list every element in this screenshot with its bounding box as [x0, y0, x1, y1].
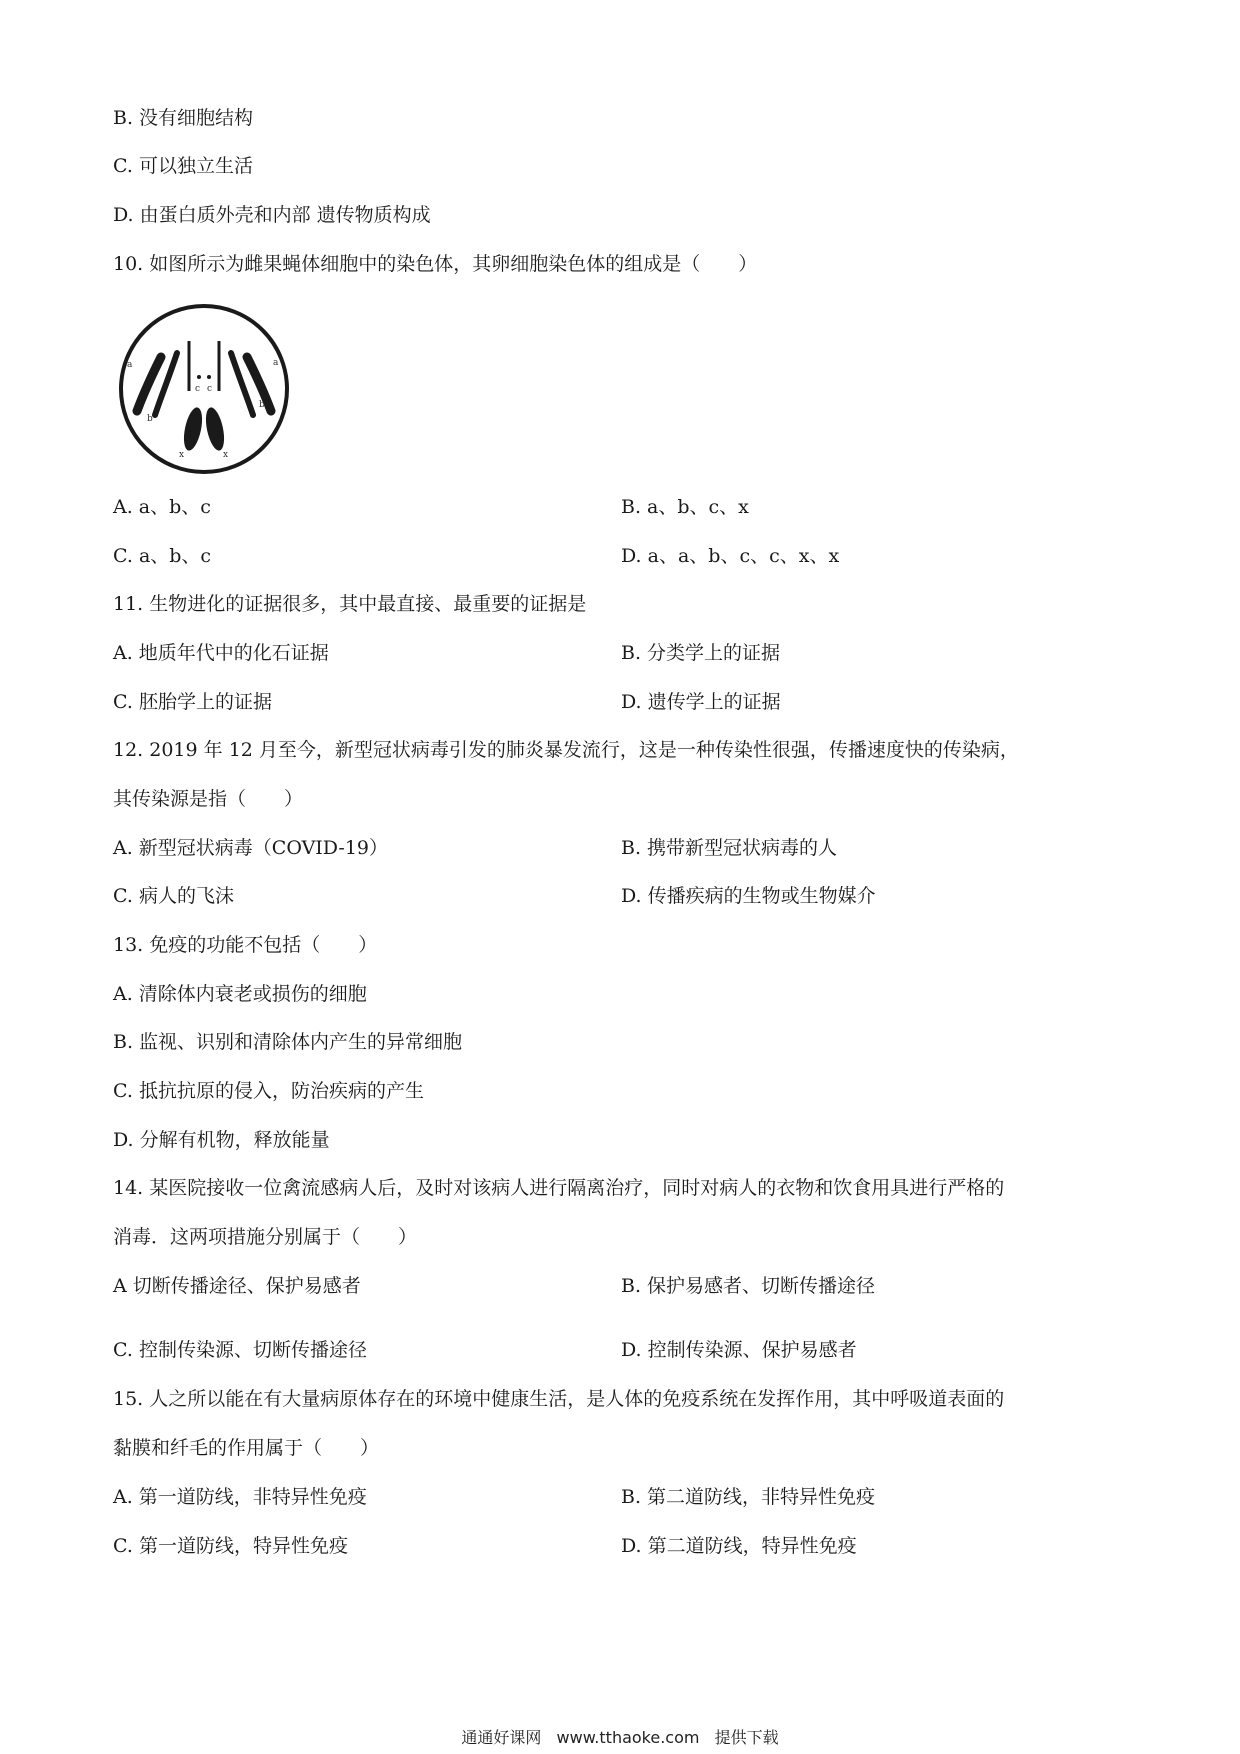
- q10-option-c: C. a、b、c: [113, 545, 212, 567]
- label-c-right: c: [207, 384, 213, 394]
- q10-option-b: B. a、b、c、x: [621, 496, 749, 518]
- chromosome-figure: [113, 303, 295, 475]
- q14-option-a: A 切断传播途径、保护易感者: [113, 1275, 361, 1297]
- q14-stem-line1: 14. 某医院接收一位禽流感病人后，及时对该病人进行隔离治疗，同时对病人的衣物和饮食用具进行严格的: [113, 1177, 1005, 1199]
- q12-option-c: C. 病人的飞沫: [113, 885, 234, 907]
- q15-stem-line2: 黏膜和纤毛的作用属于（ ）: [113, 1437, 380, 1459]
- label-x-left: x: [179, 450, 185, 460]
- q11-option-d: D. 遗传学上的证据: [621, 691, 781, 713]
- page-footer: [0, 1728, 1240, 1748]
- label-a-right: a: [273, 358, 279, 368]
- q15-option-b: B. 第二道防线，非特异性免疫: [621, 1486, 876, 1508]
- q13-option-a: A. 清除体内衰老或损伤的细胞: [113, 983, 367, 1005]
- q10-stem: 10. 如图所示为雌果蝇体细胞中的染色体，其卵细胞染色体的组成是（ ）: [113, 253, 758, 275]
- q14-stem-line2: 消毒．这两项措施分别属于（ ）: [113, 1226, 418, 1248]
- q9-option-b: B. 没有细胞结构: [113, 107, 254, 129]
- label-b-right: b: [259, 400, 265, 410]
- q10-option-d: D. a、a、b、c、c、x、x: [621, 545, 840, 567]
- chromosome-x-left: [181, 406, 206, 452]
- label-c-left: c: [195, 384, 201, 394]
- label-a-left: a: [127, 360, 133, 370]
- q13-option-b: B. 监视、识别和清除体内产生的异常细胞: [113, 1031, 463, 1053]
- label-b-left: b: [147, 414, 153, 424]
- q12-option-a: A. 新型冠状病毒（COVID-19）: [113, 837, 388, 859]
- dot-1: [197, 375, 201, 379]
- q10-option-a: A. a、b、c: [113, 496, 211, 518]
- dot-2: [207, 375, 211, 379]
- q12-stem-line2: 其传染源是指（ ）: [113, 788, 304, 810]
- label-x-right: x: [223, 450, 229, 460]
- q12-option-b: B. 携带新型冠状病毒的人: [621, 837, 838, 859]
- footer-site-name: 通通好课网: [461, 1728, 542, 1747]
- footer-suffix: 提供下载: [714, 1728, 779, 1747]
- q15-stem-line1: 15. 人之所以能在有大量病原体存在的环境中健康生活，是人体的免疫系统在发挥作用，其中呼吸道表面的: [113, 1388, 1005, 1410]
- q14-option-c: C. 控制传染源、切断传播途径: [113, 1339, 367, 1361]
- q12-stem-line1: 12. 2019 年 12 月至今，新型冠状病毒引发的肺炎暴发流行，这是一种传染性很强，传播速度快的传染病，: [113, 739, 1019, 761]
- q12-option-d: D. 传播疾病的生物或生物媒介: [621, 885, 876, 907]
- q9-option-d: D. 由蛋白质外壳和内部 遗传物质构成: [113, 204, 431, 226]
- q15-option-d: D. 第二道防线，特异性免疫: [621, 1535, 857, 1557]
- q14-option-d: D. 控制传染源、保护易感者: [621, 1339, 857, 1361]
- q13-stem: 13. 免疫的功能不包括（ ）: [113, 934, 378, 956]
- footer-url[interactable]: www.tthaoke.com: [556, 1728, 700, 1747]
- q11-option-b: B. 分类学上的证据: [621, 642, 781, 664]
- q15-option-c: C. 第一道防线，特异性免疫: [113, 1535, 348, 1557]
- q9-option-c: C. 可以独立生活: [113, 155, 253, 177]
- q13-option-d: D. 分解有机物，释放能量: [113, 1129, 330, 1151]
- q11-option-c: C. 胚胎学上的证据: [113, 691, 272, 713]
- q14-option-b: B. 保护易感者、切断传播途径: [621, 1275, 876, 1297]
- q13-option-c: C. 抵抗抗原的侵入，防治疾病的产生: [113, 1080, 424, 1102]
- q15-option-a: A. 第一道防线，非特异性免疫: [113, 1486, 367, 1508]
- q11-option-a: A. 地质年代中的化石证据: [113, 642, 329, 664]
- chromosome-x-right: [203, 406, 228, 452]
- q11-stem: 11. 生物进化的证据很多，其中最直接、最重要的证据是: [113, 593, 587, 615]
